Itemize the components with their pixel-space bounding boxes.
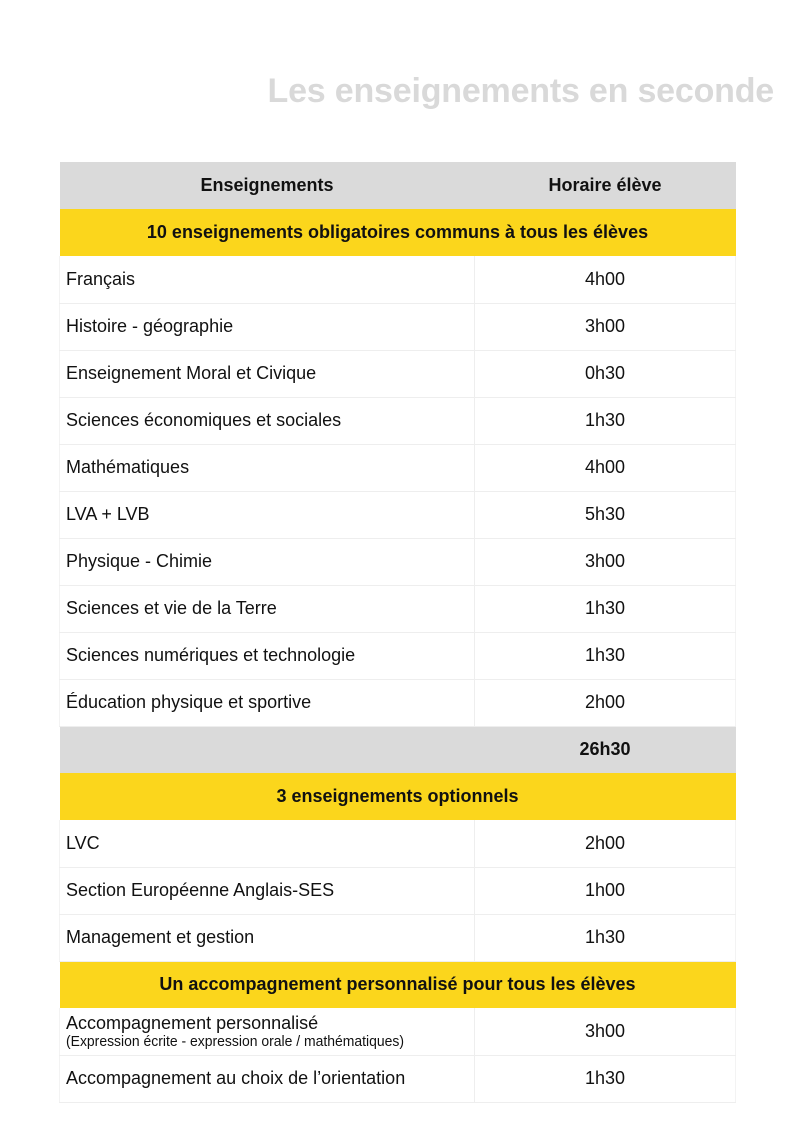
table-row (60, 538, 736, 585)
section-heading-row (60, 961, 736, 1008)
total-hours: 26h30 (475, 726, 736, 773)
table-row (60, 1055, 736, 1102)
subject-hours: 5h30 (475, 491, 736, 538)
subject-hours: 4h00 (475, 444, 736, 491)
table-row (60, 1008, 736, 1055)
subject-name-cell (60, 1008, 475, 1055)
subject-hours: 3h00 (475, 538, 736, 585)
subject-name: Mathématiques (60, 444, 475, 491)
subject-name: Sciences économiques et sociales (60, 397, 475, 444)
subject-name: Français (60, 256, 475, 303)
subject-hours: 1h30 (475, 585, 736, 632)
table-row (60, 820, 736, 867)
subject-hours: 1h30 (475, 1055, 736, 1102)
table-row (60, 679, 736, 726)
table-row (60, 585, 736, 632)
table-row (60, 444, 736, 491)
subject-name: Enseignement Moral et Civique (60, 350, 475, 397)
subject-name: Sciences et vie de la Terre (60, 585, 475, 632)
table-row (60, 256, 736, 303)
column-header-subject: Enseignements (60, 162, 475, 209)
subject-hours: 0h30 (475, 350, 736, 397)
subject-hours: 3h00 (475, 303, 736, 350)
total-row (60, 726, 736, 773)
table-row (60, 397, 736, 444)
subject-name: LVC (60, 820, 475, 867)
subject-name: Section Européenne Anglais-SES (60, 867, 475, 914)
subject-hours: 1h30 (475, 914, 736, 961)
column-header-hours: Horaire élève (475, 162, 736, 209)
subject-hours: 2h00 (475, 820, 736, 867)
table-row (60, 867, 736, 914)
subject-hours: 1h30 (475, 397, 736, 444)
table-header-row (60, 162, 736, 209)
subject-name: Accompagnement au choix de l’orientation (60, 1055, 475, 1102)
subject-hours: 2h00 (475, 679, 736, 726)
subject-name: LVA + LVB (60, 491, 475, 538)
subject-hours: 4h00 (475, 256, 736, 303)
section-heading-mandatory: 10 enseignements obligatoires communs à tous les élèves (60, 209, 736, 256)
subject-name: Physique - Chimie (60, 538, 475, 585)
subject-name: Histoire - géographie (60, 303, 475, 350)
subject-name: Management et gestion (60, 914, 475, 961)
subject-name: Sciences numériques et technologie (60, 632, 475, 679)
section-heading-row (60, 773, 736, 820)
subject-hours: 1h00 (475, 867, 736, 914)
table-row (60, 303, 736, 350)
section-heading-row (60, 209, 736, 256)
total-label-cell (60, 726, 475, 773)
section-heading-optional: 3 enseignements optionnels (60, 773, 736, 820)
section-heading-support: Un accompagnement personnalisé pour tous les élèves (60, 961, 736, 1008)
courses-table (59, 162, 736, 1103)
subject-hours: 3h00 (475, 1008, 736, 1055)
subject-note: (Expression écrite - expression orale / mathématiques) (66, 1032, 405, 1050)
table-row (60, 350, 736, 397)
table-row (60, 914, 736, 961)
subject-name: Accompagnement personnalisé (66, 1012, 319, 1033)
subject-hours: 1h30 (475, 632, 736, 679)
table-row (60, 491, 736, 538)
page-title: Les enseignements en seconde (267, 72, 774, 110)
subject-name: Éducation physique et sportive (60, 679, 475, 726)
table-row (60, 632, 736, 679)
